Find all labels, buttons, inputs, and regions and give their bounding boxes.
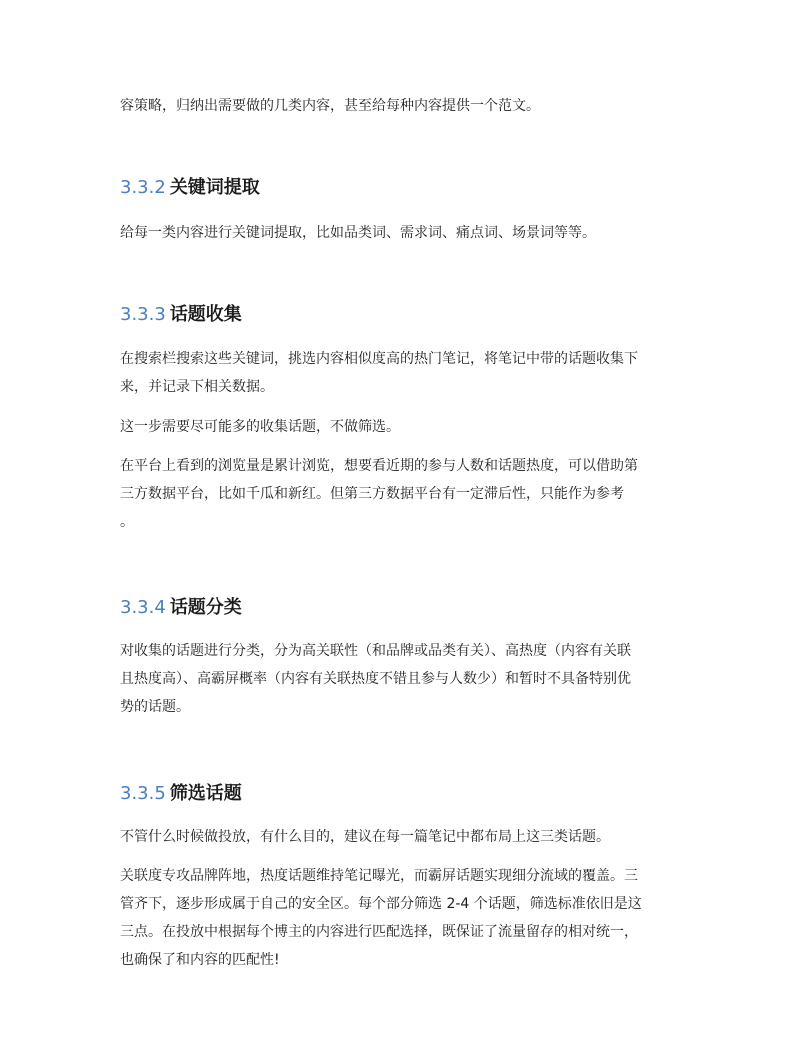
text-line: 来，并记录下相关数据。: [120, 379, 274, 395]
paragraph: [120, 452, 680, 536]
section-number: 3.3.3: [120, 304, 166, 325]
section-number: 3.3.5: [120, 783, 166, 804]
text-line: 在搜索栏搜索这些关键词，挑选内容相似度高的热门笔记，将笔记中带的话题收集下: [120, 351, 638, 367]
text-line: 关联度专攻品牌阵地，热度话题维持笔记曝光，而霸屏话题实现细分流域的覆盖。三: [120, 868, 638, 884]
section-number: 3.3.4: [120, 597, 166, 618]
section-heading-3-3-3: [120, 302, 242, 328]
section-number: 3.3.2: [120, 177, 166, 198]
paragraph: [120, 862, 680, 974]
section-heading-3-3-5: [120, 781, 242, 807]
paragraph: [120, 823, 680, 851]
section-title: 话题收集: [169, 304, 242, 325]
section-heading-3-3-4: [120, 595, 242, 621]
text-line: 在平台上看到的浏览量是累计浏览，想要看近期的参与人数和话题热度，可以借助第: [120, 458, 638, 474]
text-line: 三点。在投放中根据每个博主的内容进行匹配选择，既保证了流量留存的相对统一，: [120, 924, 638, 940]
section-title: 筛选话题: [169, 783, 242, 804]
intro-paragraph: [120, 92, 680, 120]
section-heading-3-3-2: [120, 175, 260, 201]
text-line: 三方数据平台，比如千瓜和新红。但第三方数据平台有一定滞后性，只能作为参考: [120, 486, 624, 502]
text-line: 且热度高）、高霸屏概率（内容有关联热度不错且参与人数少）和暂时不具备特别优: [120, 671, 631, 687]
text-line: 对收集的话题进行分类，分为高关联性（和品牌或品类有关）、高热度（内容有关联: [120, 643, 631, 659]
section-title: 关键词提取: [169, 177, 260, 198]
text-line: 容策略，归纳出需要做的几类内容，甚至给每种内容提供一个范文。: [120, 98, 540, 114]
text-line: 势的话题。: [120, 699, 190, 715]
text-line: 管齐下，逐步形成属于自己的安全区。每个部分筛选 2-4 个话题，筛选标准依旧是这: [120, 896, 642, 912]
text-line: 给每一类内容进行关键词提取，比如品类词、需求词、痛点词、场景词等等。: [120, 225, 596, 241]
text-line: 。: [120, 514, 134, 530]
paragraph: [120, 413, 680, 441]
text-line: 也确保了和内容的匹配性!: [120, 952, 280, 968]
text-line: 这一步需要尽可能多的收集话题，不做筛选。: [120, 419, 400, 435]
section-title: 话题分类: [169, 597, 242, 618]
paragraph: [120, 345, 680, 401]
paragraph: [120, 219, 680, 247]
paragraph: [120, 637, 680, 721]
text-line: 不管什么时候做投放，有什么目的，建议在每一篇笔记中都布局上这三类话题。: [120, 829, 610, 845]
